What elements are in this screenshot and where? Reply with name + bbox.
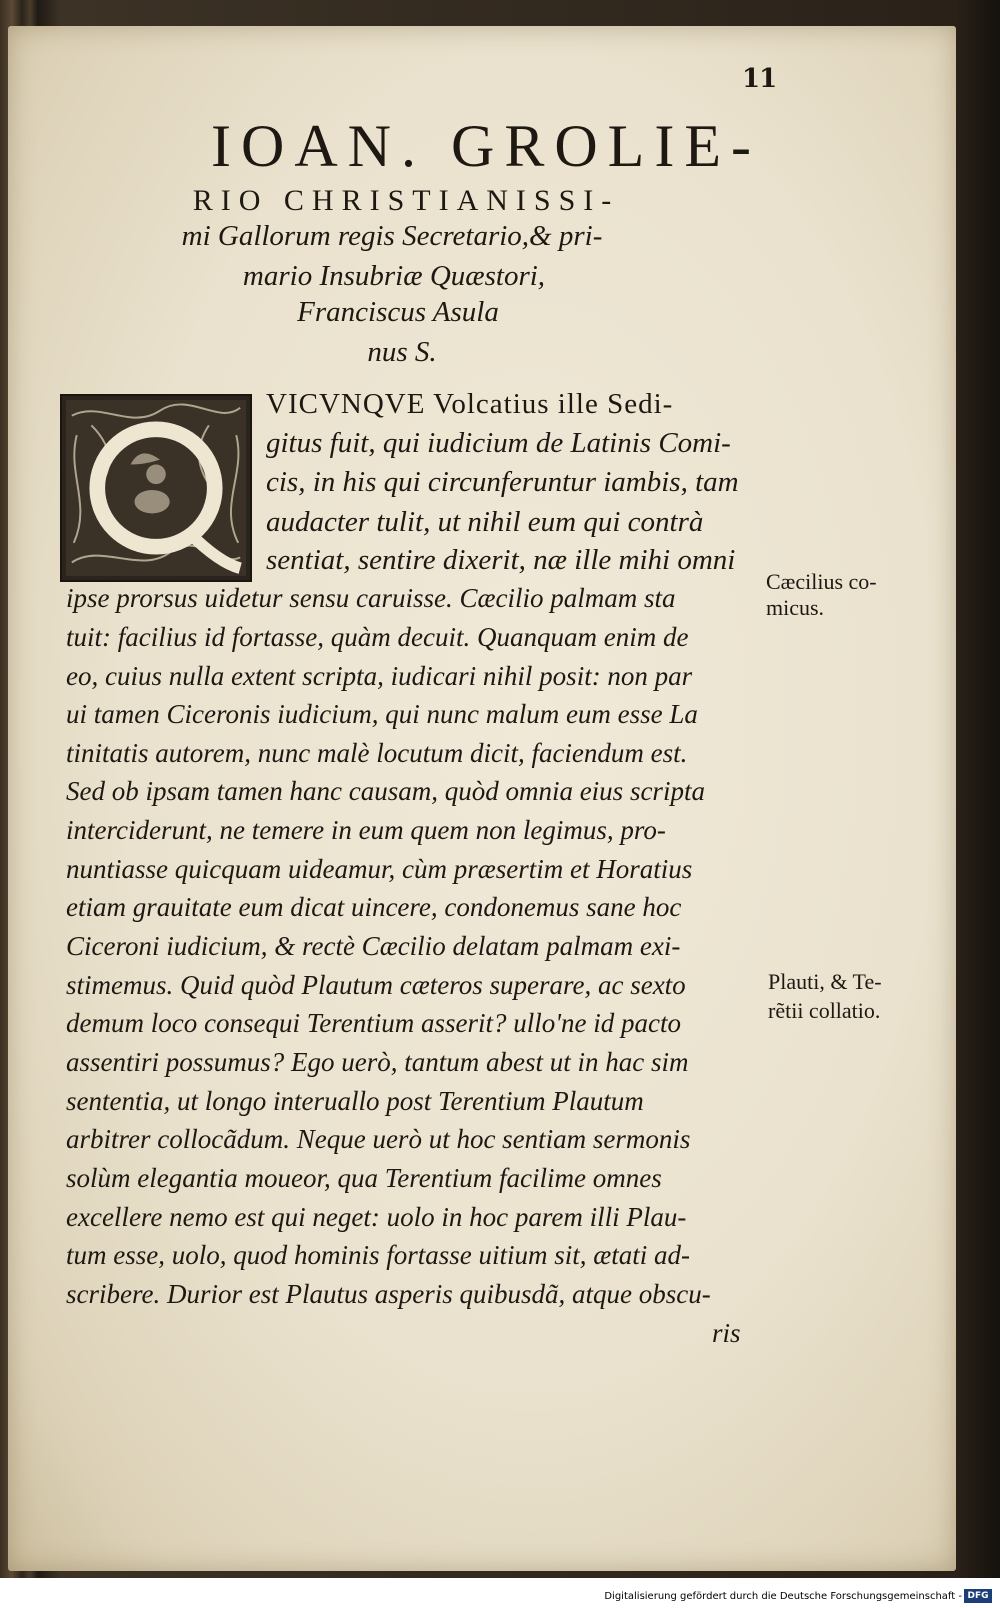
body-line-17: demum loco consequi Terentium asserit? ullo'ne id pacto xyxy=(66,1008,681,1038)
body-line-10: tinitatis autorem, nunc malè locutum dicit, faciendum est. xyxy=(66,738,688,768)
body-line-21: solùm elegantia moueor, qua Terentium facilime omnes xyxy=(66,1163,662,1193)
dfg-logo: DFG xyxy=(964,1589,992,1603)
margin-note-1-line-1: Cæcilius co- xyxy=(766,569,877,594)
ornament-icon xyxy=(62,396,250,580)
body-line-1: VICVNQVE Volcatius ille Sedi- xyxy=(266,388,674,420)
body-line-18: assentiri possumus? Ego uerò, tantum abest ut in hac sim xyxy=(66,1047,689,1077)
body-line-8: eo, cuius nulla extent scripta, iudicari nihil posit: non par xyxy=(66,661,693,691)
body-line-9: ui tamen Ciceronis iudicium, qui nunc malum eum esse La xyxy=(66,699,698,729)
body-line-14: etiam grauitate eum dicat uincere, condonemus sane hoc xyxy=(66,892,682,922)
catchword: ris xyxy=(712,1318,741,1348)
heading-line-2: RIO CHRISTIANISSI- xyxy=(192,184,620,217)
body-line-23: tum esse, uolo, quod hominis fortasse uitium sit, ætati ad- xyxy=(66,1240,691,1270)
decorated-initial-q xyxy=(60,394,252,582)
heading-line-3: mi Gallorum regis Secretario,& pri- xyxy=(181,220,603,252)
margin-note-1-line-2: micus. xyxy=(766,595,825,620)
body-line-22: excellere nemo est qui neget: uolo in hoc parem illi Plau- xyxy=(66,1202,687,1232)
margin-note-2-line-2: rẽtii collatio. xyxy=(768,998,881,1023)
body-line-4: audacter tulit, ut nihil eum qui contrà xyxy=(266,506,704,538)
body-line-24: scribere. Durior est Plautus asperis quibusdã, atque obscu- xyxy=(66,1279,711,1309)
body-line-5: sentiat, sentire dixerit, næ ille mihi omni xyxy=(266,544,736,576)
margin-note-2-line-1: Plauti, & Te- xyxy=(768,969,882,994)
heading-line-6: nus S. xyxy=(367,336,437,368)
body-line-15: Ciceroni iudicium, & rectè Cæcilio delatam palmam exi- xyxy=(66,931,681,961)
body-line-2: gitus fuit, qui iudicium de Latinis Comi- xyxy=(266,427,731,459)
body-line-13: nuntiasse quicquam uideamur, cùm præsertim et Horatius xyxy=(66,854,693,884)
body-line-20: arbitrer collocãdum. Neque uerò ut hoc sentiam sermonis xyxy=(66,1124,691,1154)
page-number: 11 xyxy=(742,64,777,94)
body-line-6: ipse prorsus uidetur sensu caruisse. Cæcilio palmam sta xyxy=(66,583,676,613)
body-line-19: sententia, ut longo interuallo post Terentium Plautum xyxy=(66,1086,644,1116)
body-line-16: stimemus. Quid quòd Plautum cæteros superare, ac sexto xyxy=(66,970,686,1000)
footer-credit: Digitalisierung gefördert durch die Deutsche Forschungsgemeinschaft - xyxy=(604,1591,962,1602)
body-line-7: tuit: facilius id fortasse, quàm decuit. Quanquam enim de xyxy=(66,622,689,652)
heading-line-4: mario Insubriæ Quæstori, xyxy=(242,260,546,292)
heading-line-5: Franciscus Asula xyxy=(297,296,499,328)
body-line-11: Sed ob ipsam tamen hanc causam, quòd omnia eius scripta xyxy=(66,776,705,806)
body-line-12: interciderunt, ne temere in eum quem non legimus, pro- xyxy=(66,815,666,845)
body-line-3: cis, in his qui circunferuntur iambis, tam xyxy=(266,466,739,498)
heading-line-1: IOAN. GROLIE- xyxy=(211,113,761,179)
